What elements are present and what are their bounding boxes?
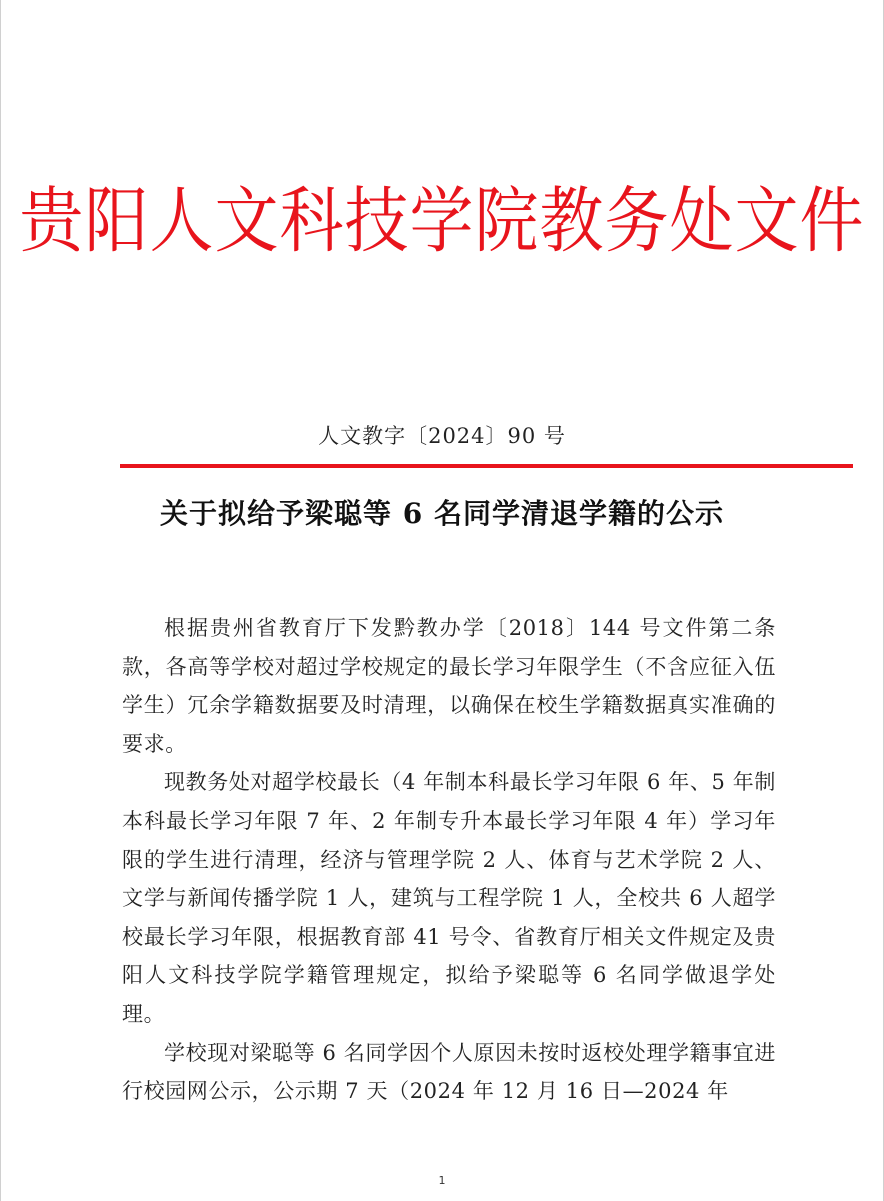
masthead-title: 贵阳人文科技学院教务处文件 <box>19 180 865 264</box>
document-number: 人文教字〔2024〕90 号 <box>318 424 566 448</box>
body-paragraph-3: 学校现对梁聪等 6 名同学因个人原因未按时返校处理学籍事宜进行校园网公示，公示期 7 天（2024 年 12 月 16 日—2024 年 <box>122 1040 776 1104</box>
page-number: 1 <box>438 1174 446 1187</box>
red-divider-line <box>120 464 853 468</box>
document-title: 关于拟给予梁聪等 6 名同学清退学籍的公示 <box>160 497 724 530</box>
document-body <box>122 609 776 1111</box>
body-paragraph-1: 根据贵州省教育厅下发黔教办学〔2018〕144 号文件第二条款，各高等学校对超过学校规定的最长学习年限学生（不含应征入伍学生）冗余学籍数据要及时清理，以确保在校生学籍数据真实准确的要求。 <box>122 616 776 756</box>
body-paragraph-2: 现教务处对超学校最长（4 年制本科最长学习年限 6 年、5 年制本科最长学习年限 7 年、2 年制专升本最长学习年限 4 年）学习年限的学生进行清理，经济与管理学院 2 人、体育与艺术学院 2 人、文学与新闻传播学院 1 人，建筑与工程学院 1 人，全校共 6 人超学校最长学习年限，根据教育部 41 号令、省教育厅相关文件规定及贵阳人文科技学院学籍管理规定，拟给予梁聪等 6 名同学做退学处理。 <box>122 770 776 1026</box>
